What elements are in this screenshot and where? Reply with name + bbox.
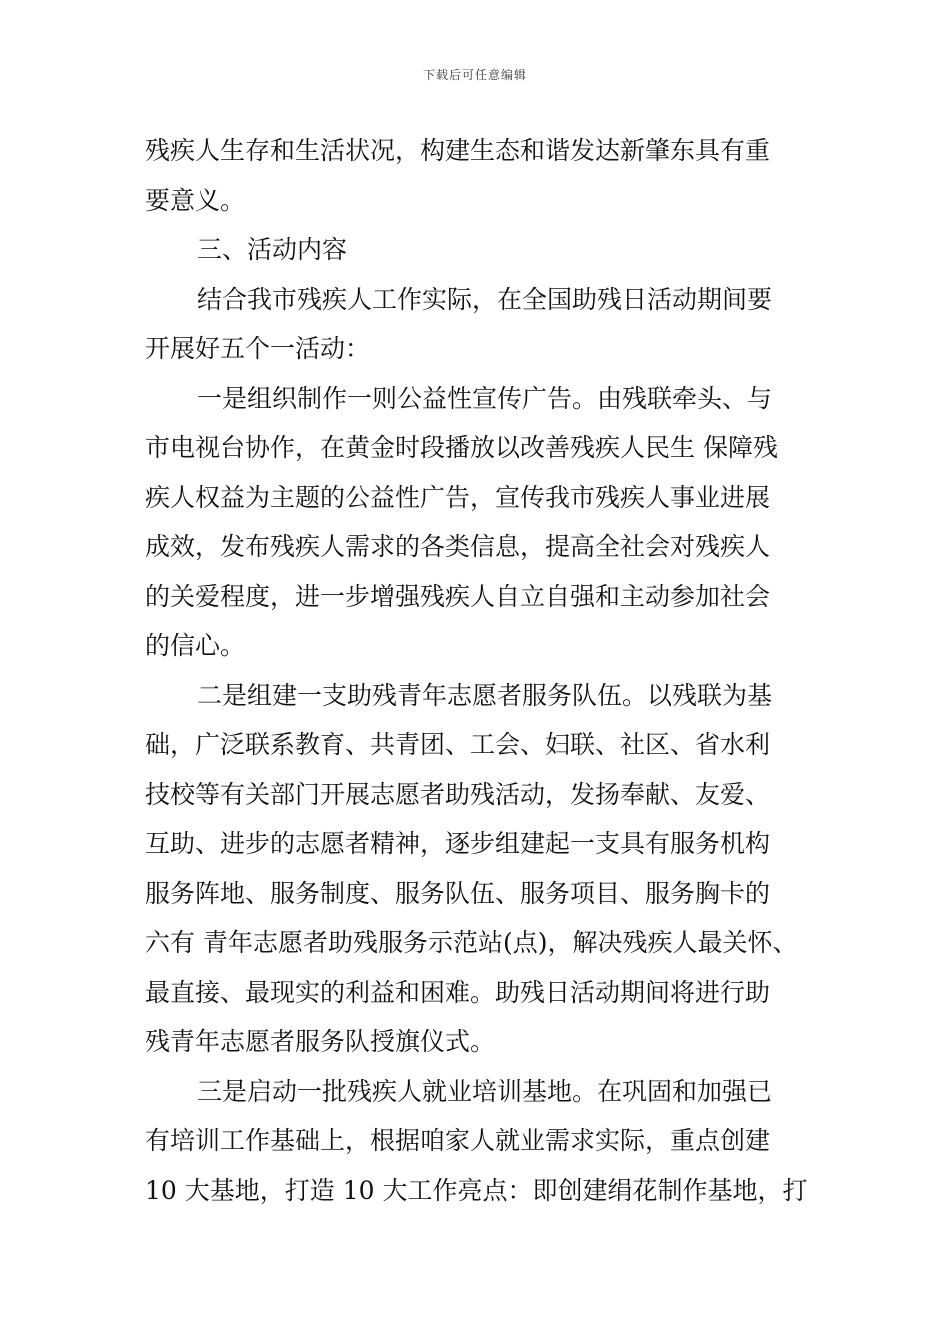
text-line: 最直接、最现实的利益和困难。助残日活动期间将进行助 [145, 977, 771, 1007]
text-line: 三是启动一批残疾人就业培训基地。在巩固和加强已 [197, 1076, 773, 1106]
text-line: 10 大基地，打造 10 大工作亮点：即创建绢花制作基地，打 [145, 1175, 808, 1205]
text-line: 技校等有关部门开展志愿者助残活动，发扬奉献、友爱、 [145, 779, 771, 809]
text-line: 残青年志愿者服务队授旗仪式。 [145, 1027, 496, 1056]
text-line: 二是组建一支助残青年志愿者服务队伍。以残联为基 [197, 680, 773, 710]
text-line: 疾人权益为主题的公益性广告，宣传我市残疾人事业进展 [145, 482, 771, 512]
text-line: 六有 青年志愿者助残服务示范站(点)，解决残疾人最关怀、 [145, 928, 798, 957]
text-line: 开展好五个一活动： [145, 334, 371, 363]
text-line: 的关爱程度，进一步增强残疾人自立自强和主动参加社会 [145, 581, 771, 611]
text-line: 三、活动内容 [197, 235, 348, 264]
text-line: 残疾人生存和生活状况，构建生态和谐发达新肇东具有重 [145, 136, 771, 165]
text-line: 有培训工作基础上，根据咱家人就业需求实际，重点创建 [145, 1126, 771, 1155]
text-line: 互助、进步的志愿者精神，逐步组建起一支具有服务机构 [145, 829, 771, 858]
text-line: 要意义。 [145, 185, 246, 215]
text-line: 成效，发布残疾人需求的各类信息，提高全社会对残疾人 [145, 532, 771, 561]
text-line: 服务阵地、服务制度、服务队伍、服务项目、服务胸卡的 [145, 878, 771, 908]
text-line: 的信心。 [145, 631, 246, 660]
text-line: 一是组织制作一则公益性宣传广告。由残联牵头、与 [197, 383, 773, 413]
text-line: 市电视台协作，在黄金时段播放以改善残疾人民生 保障残 [145, 433, 778, 462]
text-line: 结合我市残疾人工作实际，在全国助残日活动期间要 [197, 284, 773, 314]
document-body [145, 126, 825, 1215]
page-header: 下载后可任意编辑 [422, 68, 527, 82]
text-line: 础，广泛联系教育、共青团、工会、妇联、社区、省水利 [145, 730, 771, 759]
